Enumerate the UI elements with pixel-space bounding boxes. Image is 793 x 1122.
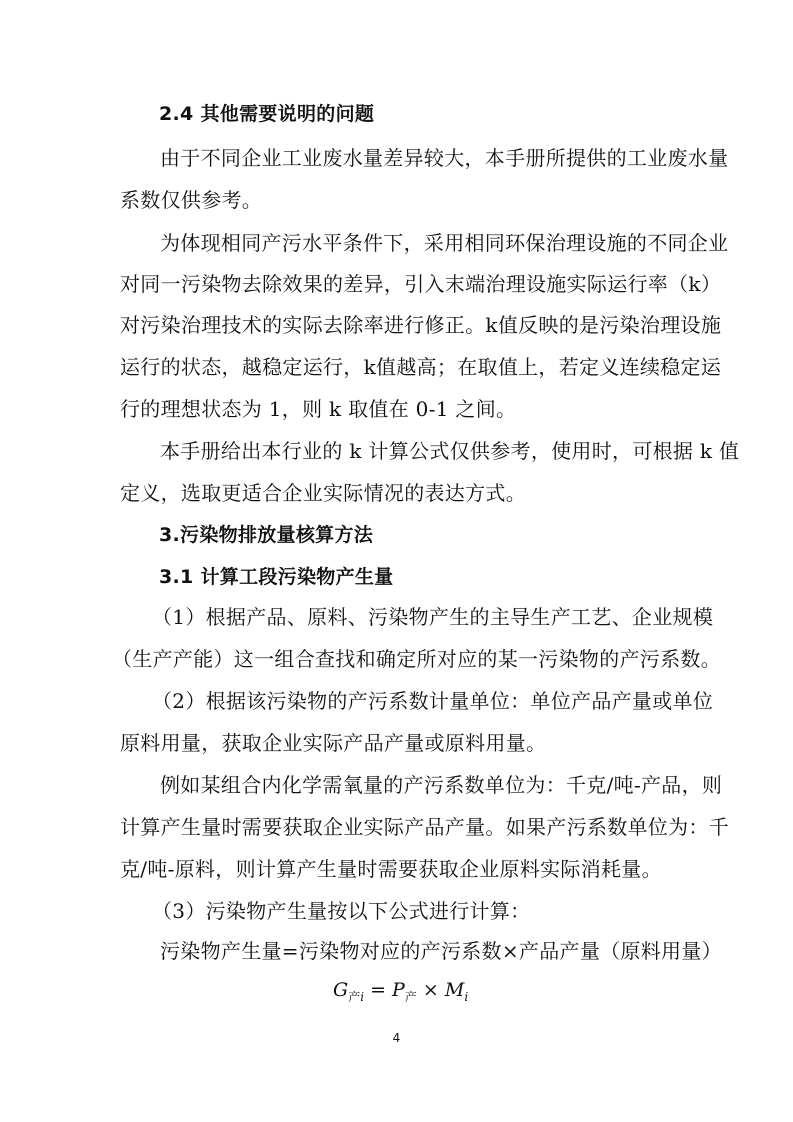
formula-text: 污染物产生量=污染物对应的产污系数×产品产量（原料用量） [160, 939, 722, 963]
formula-index: i [464, 990, 469, 1004]
formula-equation [333, 976, 468, 1011]
paragraph-line: 为体现相同产污水平条件下，采用相同环保治理设施的不同企业 [160, 231, 729, 255]
paragraph-line: 系数仅供参考。 [120, 188, 263, 212]
paragraph-line: （2）根据该污染物的产污系数计量单位：单位产品产量或单位 [152, 689, 714, 713]
paragraph-line: （1）根据产品、原料、污染物产生的主导生产工艺、企业规模 [152, 605, 714, 629]
paragraph-line: 克/吨-原料，则计算产生量时需要获取企业原料实际消耗量。 [120, 857, 662, 881]
paragraph-line: 例如某组合内化学需氧量的产污系数单位为：千克/吨-产品，则 [160, 773, 723, 797]
formula-times: × [416, 979, 445, 1001]
paragraph-line: 定义，选取更适合企业实际情况的表达方式。 [120, 481, 526, 505]
formula-equals: = [364, 979, 393, 1001]
formula-subscript: 产 [348, 990, 361, 1004]
paragraph-line: 由于不同企业工业废水量差异较大，本手册所提供的工业废水量 [160, 146, 729, 170]
formula-symbol-m: M [444, 979, 465, 1001]
section-heading-2-4: 2.4 其他需要说明的问题 [159, 103, 375, 125]
formula-index: i [360, 990, 365, 1004]
paragraph-line: 对同一污染物去除效果的差异，引入末端治理设施实际运行率（k） [120, 272, 722, 296]
paragraph-line: 原料用量，获取企业实际产品产量或原料用量。 [120, 731, 547, 755]
section-heading-3-1: 3.1 计算工段污染物产生量 [159, 566, 394, 588]
formula-symbol-p: P [392, 979, 405, 1001]
formula-symbol-g: G [333, 979, 349, 1001]
paragraph-line: 对污染治理技术的实际去除率进行修正。k值反映的是污染治理设施 [120, 313, 722, 337]
paragraph-line: （生产产能）这一组合查找和确定所对应的某一污染物的产污系数。 [112, 647, 721, 671]
page-number: 4 [392, 1031, 401, 1045]
section-heading-3: 3.污染物排放量核算方法 [159, 524, 374, 546]
paragraph-line: 行的理想状态为 1，则 k 取值在 0-1 之间。 [120, 397, 517, 421]
paragraph-line: 本手册给出本行业的 k 计算公式仅供参考，使用时，可根据 k 值 [160, 439, 740, 463]
formula-subscript: 产 [404, 990, 417, 1004]
paragraph-line: 运行的状态，越稳定运行，k值越高；在取值上，若定义连续稳定运 [120, 355, 722, 379]
paragraph-line: （3）污染物产生量按以下公式进行计算： [152, 899, 531, 923]
paragraph-line: 计算产生量时需要获取企业实际产品产量。如果产污系数单位为：千 [120, 815, 729, 839]
